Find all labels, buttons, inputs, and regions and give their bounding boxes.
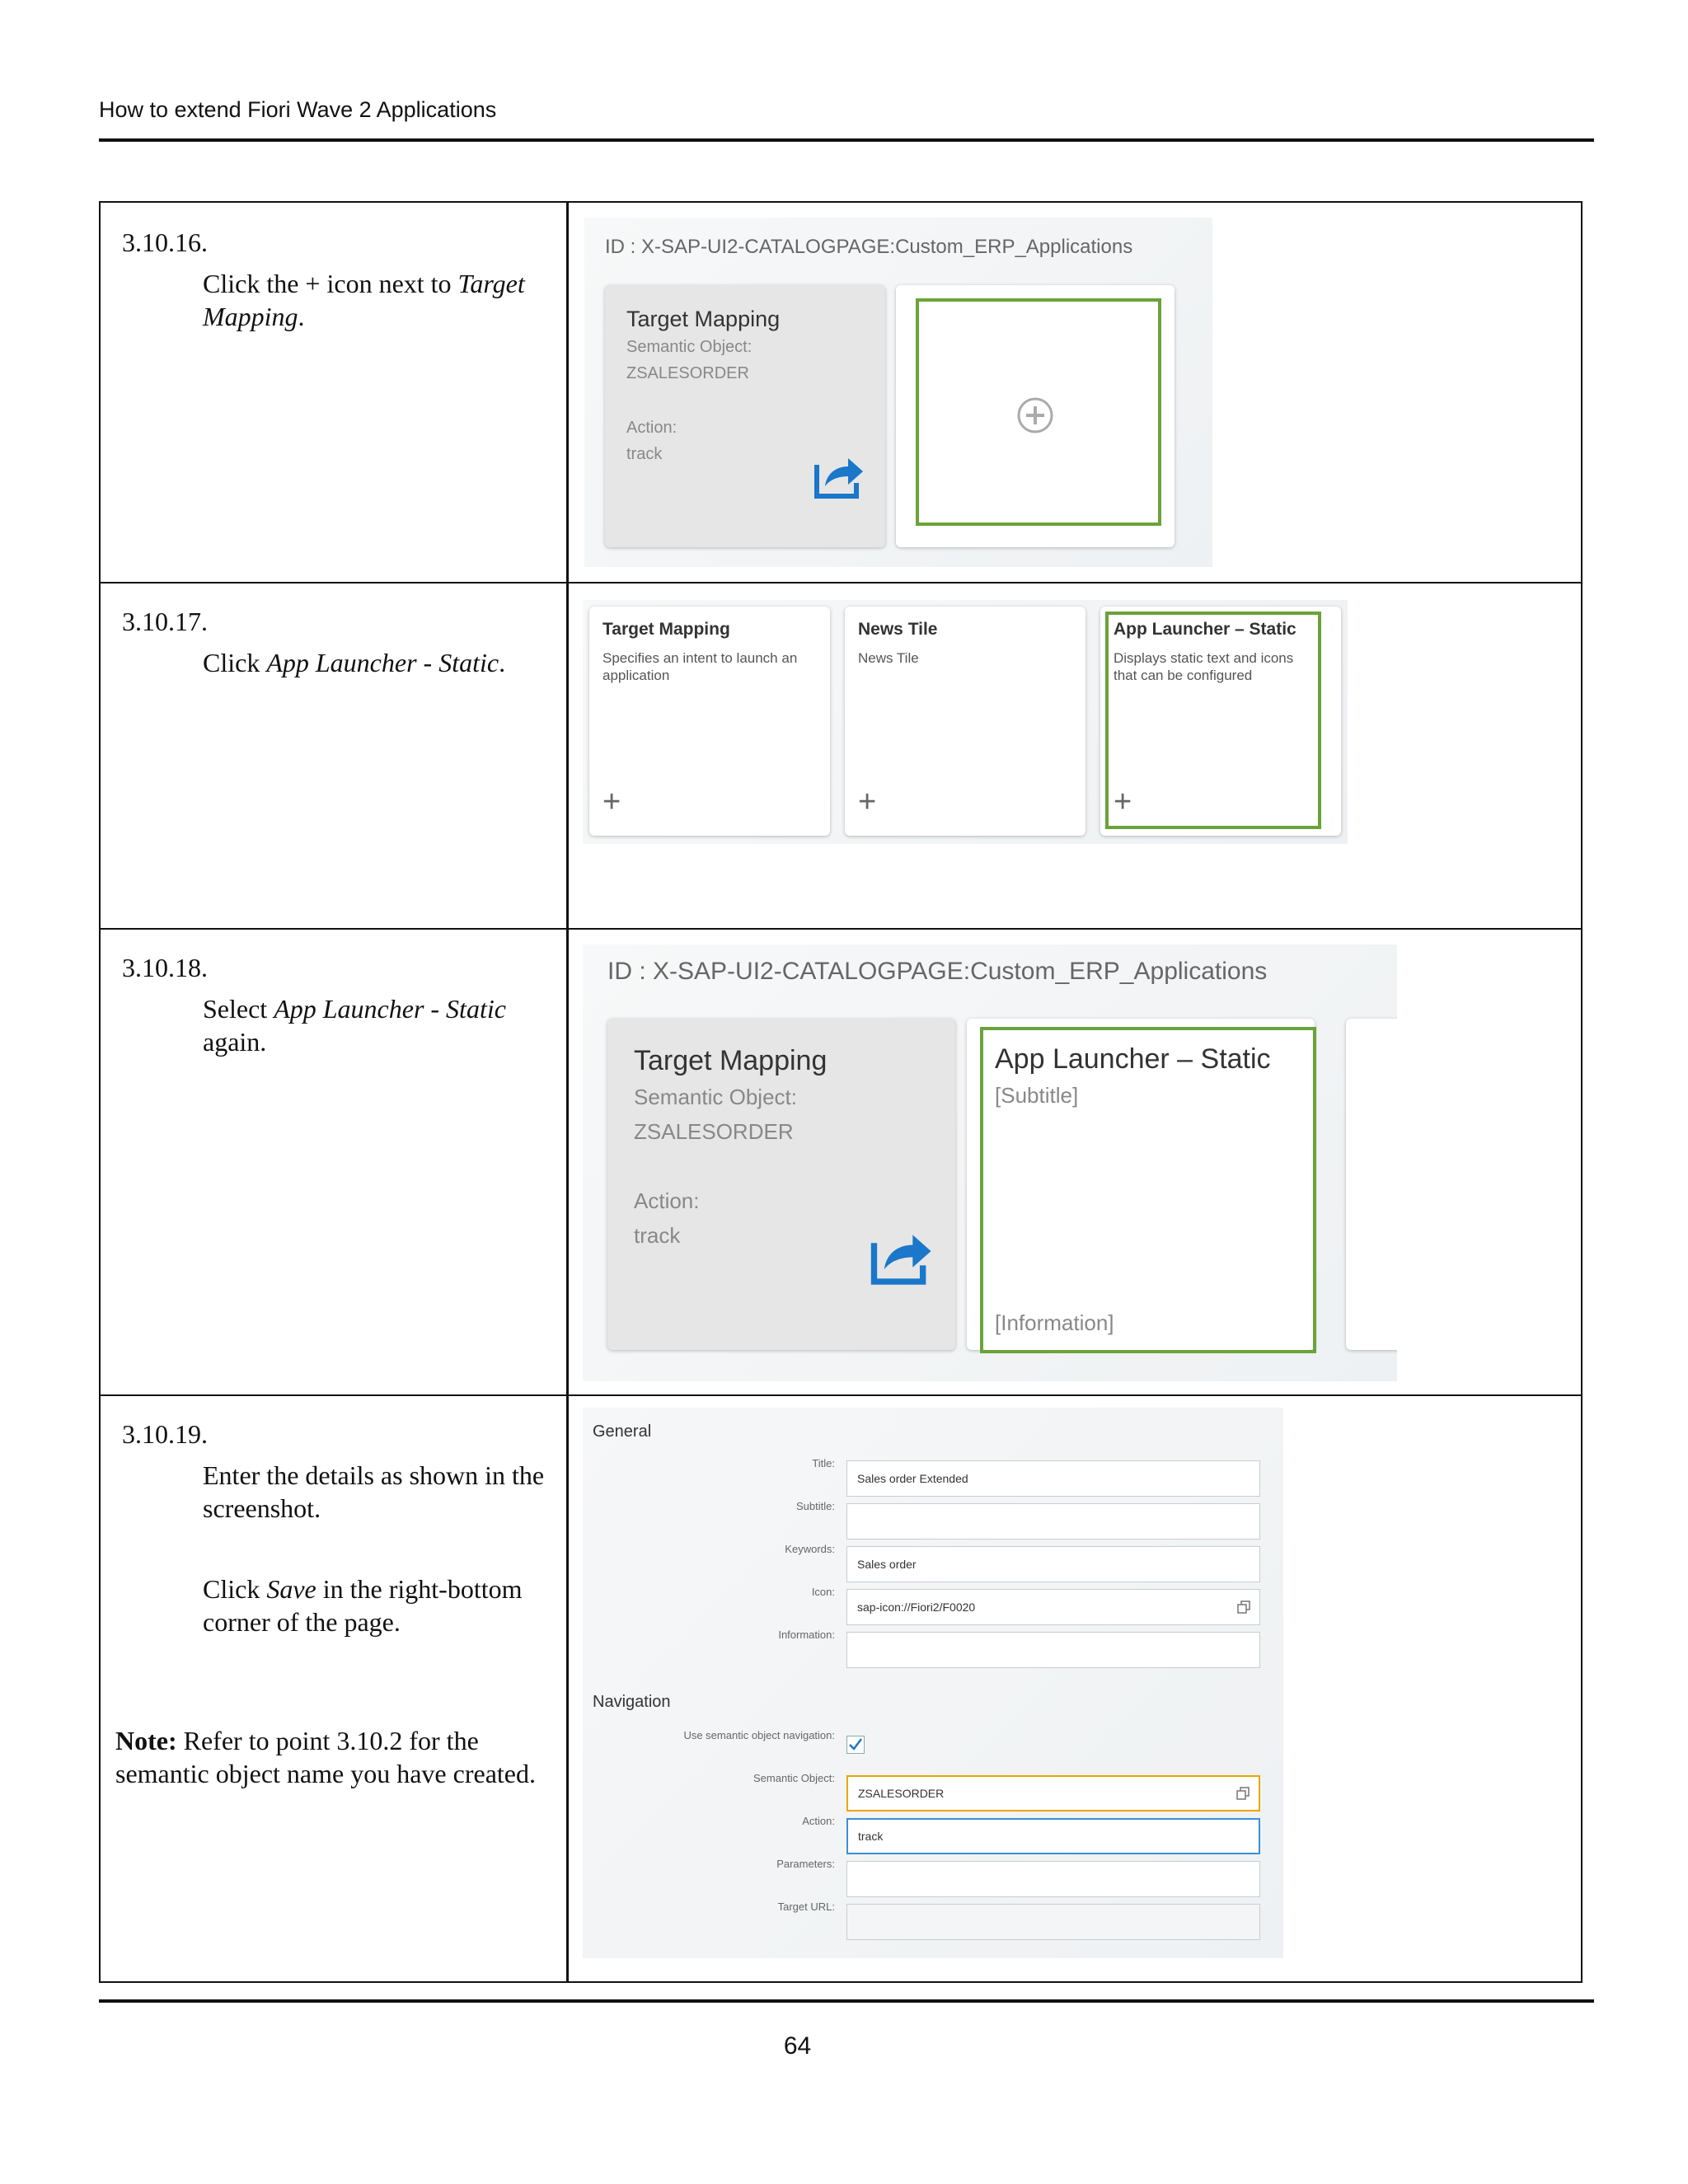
step-note: Note: Refer to point 3.10.2 for the semantic object name you have created. [115,1726,536,1788]
subtitle-label: Subtitle: [796,1500,835,1512]
parameters-input[interactable] [846,1861,1260,1897]
tile-title: News Tile [858,620,938,639]
steps-table [99,201,1582,1983]
target-mapping-tile[interactable] [605,285,885,547]
use-semantic-navigation-checkbox[interactable] [846,1736,865,1754]
step-instruction: Click the + icon next to Target Mapping. [203,269,525,331]
document-header-title: How to extend Fiori Wave 2 Applications [99,97,497,122]
tile-title: App Launcher – Static [995,1043,1271,1075]
target-url-input[interactable] [846,1904,1260,1940]
step-number: 3.10.19. [122,1419,208,1449]
plus-icon[interactable]: + [858,785,877,819]
tile-title: Target Mapping [626,307,781,331]
information-input[interactable] [846,1632,1260,1668]
semantic-object-value: ZSALESORDER [634,1119,794,1144]
highlight-box [1105,612,1321,829]
action-input[interactable]: track [846,1818,1260,1854]
general-section-title: General [593,1422,652,1441]
value-help-icon[interactable] [1236,1600,1251,1615]
tile-description: Specifies an intent to launch an application [603,650,798,683]
template-tile-news[interactable] [845,607,1085,836]
tile-subtitle: [Subtitle] [995,1083,1079,1108]
semantic-object-input[interactable] [846,1775,1260,1811]
semantic-object-value: ZSALESORDER [626,364,749,382]
app-launcher-static-tile[interactable] [967,1019,1315,1350]
plus-icon[interactable]: + [1114,785,1132,819]
action-label: Action: [634,1188,700,1213]
title-input[interactable]: Sales order Extended [846,1460,1260,1497]
semantic-object-input-value: ZSALESORDER [858,1787,945,1800]
tile-title: App Launcher – Static [1114,620,1296,639]
step-row-3-10-19 [101,1394,1581,1981]
catalog-id-label: ID : X-SAP-UI2-CATALOGPAGE:Custom_ERP_Applications [607,958,1268,985]
step-instruction-save: Click Save in the right-bottom corner of the page. [203,1574,523,1637]
tile-description: News Tile [858,650,919,666]
plus-circle-icon[interactable] [1016,396,1054,434]
step-number: 3.10.17. [122,607,208,636]
icon-input[interactable] [846,1589,1260,1625]
next-tile-partial [1346,1019,1397,1350]
tile-title: Target Mapping [634,1045,828,1076]
screenshot-tile-templates [583,600,1348,844]
share-icon [870,1225,935,1286]
semantic-object-label: Semantic Object: [626,338,753,356]
action-label: Action: [802,1815,835,1827]
information-label: Information: [778,1629,835,1641]
step-row-3-10-17 [101,582,1581,930]
action-label: Action: [626,419,678,437]
keywords-label: Keywords: [785,1543,835,1555]
step-instruction: Select App Launcher - Static again. [203,994,506,1057]
title-label: Title: [812,1457,835,1469]
tile-title: Target Mapping [603,620,730,639]
tile-description: Displays static text and icons that can be configured [1114,650,1294,683]
parameters-label: Parameters: [776,1858,835,1870]
step-instruction: Click App Launcher - Static. [203,648,506,677]
step-instruction-enter-details: Enter the details as shown in the screenshot. [203,1460,545,1523]
action-value: track [634,1223,681,1248]
use-semantic-navigation-label: Use semantic object navigation: [683,1729,835,1741]
page-number: 64 [783,2032,812,2060]
catalog-id-label: ID : X-SAP-UI2-CATALOGPAGE:Custom_ERP_Applications [605,236,1133,258]
header-rule [99,138,1594,142]
highlight-box [980,1027,1316,1353]
target-mapping-tile[interactable] [607,1019,955,1350]
step-row-3-10-18 [101,928,1581,1396]
keywords-input[interactable]: Sales order [846,1546,1260,1582]
step-row-3-10-16 [101,203,1581,583]
step-number: 3.10.16. [122,227,208,257]
template-tile-target-mapping[interactable] [589,607,830,836]
plus-icon[interactable]: + [603,785,621,819]
navigation-section-title: Navigation [593,1693,671,1711]
add-tile-placeholder[interactable] [896,285,1175,547]
checkmark-icon [847,1736,864,1753]
value-help-icon[interactable] [1236,1786,1250,1801]
icon-label: Icon: [811,1586,835,1598]
screenshot-new-tile-created [583,944,1397,1381]
semantic-object-label: Semantic Object: [753,1772,835,1784]
screenshot-tile-configuration-form [583,1408,1283,1958]
screenshot-catalog-add-tile [584,218,1212,567]
icon-input-value: sap-icon://Fiori2/F0020 [857,1601,976,1614]
tile-information: [Information] [995,1310,1114,1335]
step-number: 3.10.18. [122,953,208,982]
subtitle-input[interactable] [846,1503,1260,1540]
footer-rule [99,1999,1594,2003]
share-icon [814,450,866,499]
template-tile-app-launcher-static[interactable] [1100,607,1341,836]
target-url-label: Target URL: [777,1900,835,1913]
semantic-object-label: Semantic Object: [634,1085,797,1109]
action-value: track [626,445,663,463]
